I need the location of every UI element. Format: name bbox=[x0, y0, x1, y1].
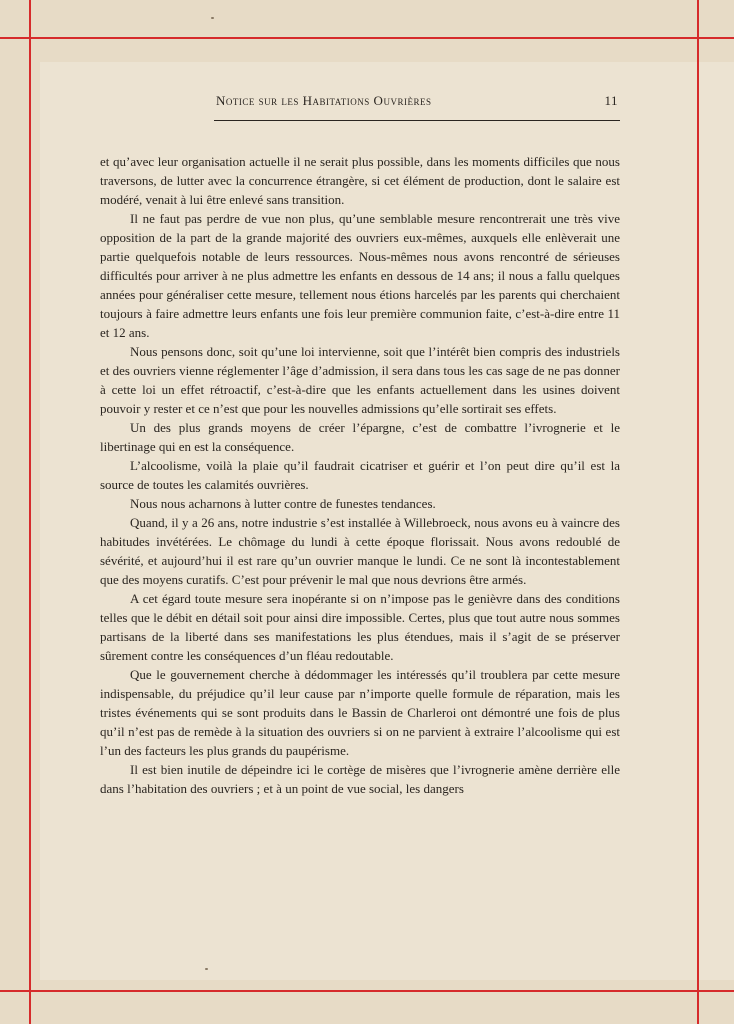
paragraph: Il ne faut pas perdre de vue non plus, qu’une semblable mesure rencontrerait une très vive opposition de la part de la grande majorité des ouvriers eux-mêmes, auxquels elle enlèverait une partie quelquefois notable de leurs ressources. Nous-mêmes nous avons rencontré de sérieuses difficultés pour arriver à ne plus admettre les enfants en dessous de 14 ans; il nous a fallu quelques années pour généraliser cette mesure, tellement nous étions harcelés par les parents qui cherchaient toujours à faire admettre leurs enfants une fois leur première communion faite, c’est-à-dire entre 11 et 12 ans. bbox=[100, 211, 620, 340]
paragraph: Nous nous acharnons à lutter contre de funestes tendances. bbox=[130, 496, 436, 511]
paragraph: et qu’avec leur organisation actuelle il ne serait plus possible, dans les moments difficiles que nous traversons, de lutter avec la concurrence étrangère, si cet élément de production, dont le salaire est modéré, venait à lui être enlevé sans transition. bbox=[100, 154, 620, 207]
paragraph: A cet égard toute mesure sera inopérante si on n’impose pas le genièvre dans des conditions telles que le débit en détail soit pour ainsi dire impossible. Certes, plus que tout autre nous sommes partisans de la liberté dans ses manifestations les plus étendues, mais il s’agit de se préserver sûrement contre les conséquences d’un fléau redoutable. bbox=[100, 591, 620, 663]
running-title: Notice sur les Habitations Ouvrières bbox=[216, 93, 432, 108]
right-red-rule bbox=[697, 0, 699, 1024]
top-red-rule bbox=[0, 37, 734, 39]
paragraph: Il est bien inutile de dépeindre ici le cortège de misères que l’ivrognerie amène derrière elle dans l’habitation des ouvriers ; et à un point de vue social, les dangers bbox=[100, 762, 620, 796]
running-head bbox=[100, 93, 620, 113]
paragraph: Nous pensons donc, soit qu’une loi intervienne, soit que l’intérêt bien compris des industriels et des ouvriers vienne réglementer l’âge d’admission, il sera dans tous les cas sage de ne pas donner à cette loi un effet rétroactif, c’est-à-dire que les enfants actuellement dans les usines doivent pouvoir y rester et ce n’est que pour les nouvelles admissions qu’elle sortirait ses effets. bbox=[100, 344, 620, 416]
header-rule bbox=[214, 120, 620, 121]
paragraph: L’alcoolisme, voilà la plaie qu’il faudrait cicatriser et guérir et l’on peut dire qu’il est la source de toutes les calamités ouvrières. bbox=[100, 458, 620, 492]
paragraph: Quand, il y a 26 ans, notre industrie s’est installée à Willebroeck, nous avons eu à vaincre des habitudes invétérées. Le chômage du lundi à cette époque florissait. Nous avons redoublé de sévérité, et aujourd’hui il est rare qu’un ouvrier manque le lundi. Ce ne sont là incontestablement que des moyens curatifs. C’est pour prévenir le mal que nous devrions être armés. bbox=[100, 515, 620, 587]
paragraph: Que le gouvernement cherche à dédommager les intéressés qu’il troublera par cette mesure indispensable, du préjudice qu’il leur cause par n’importe quelle formule de réparation, mais les tristes événements qui se sont produits dans le Bassin de Charleroi ont démontré une fois de plus qu’il n’est pas de remède à la situation des ouvriers si on ne parvient à extraire l’alcoolisme qui est l’un des facteurs les plus grands du paupérisme. bbox=[100, 667, 620, 758]
page-number: 11 bbox=[604, 93, 618, 108]
paragraph: Un des plus grands moyens de créer l’épargne, c’est de combattre l’ivrognerie et le libertinage qui en est la conséquence. bbox=[100, 420, 620, 454]
paper-speck bbox=[211, 17, 214, 19]
paper-speck bbox=[205, 968, 208, 970]
bottom-red-rule bbox=[0, 990, 734, 992]
left-red-rule bbox=[29, 0, 31, 1024]
body-text bbox=[100, 152, 620, 798]
